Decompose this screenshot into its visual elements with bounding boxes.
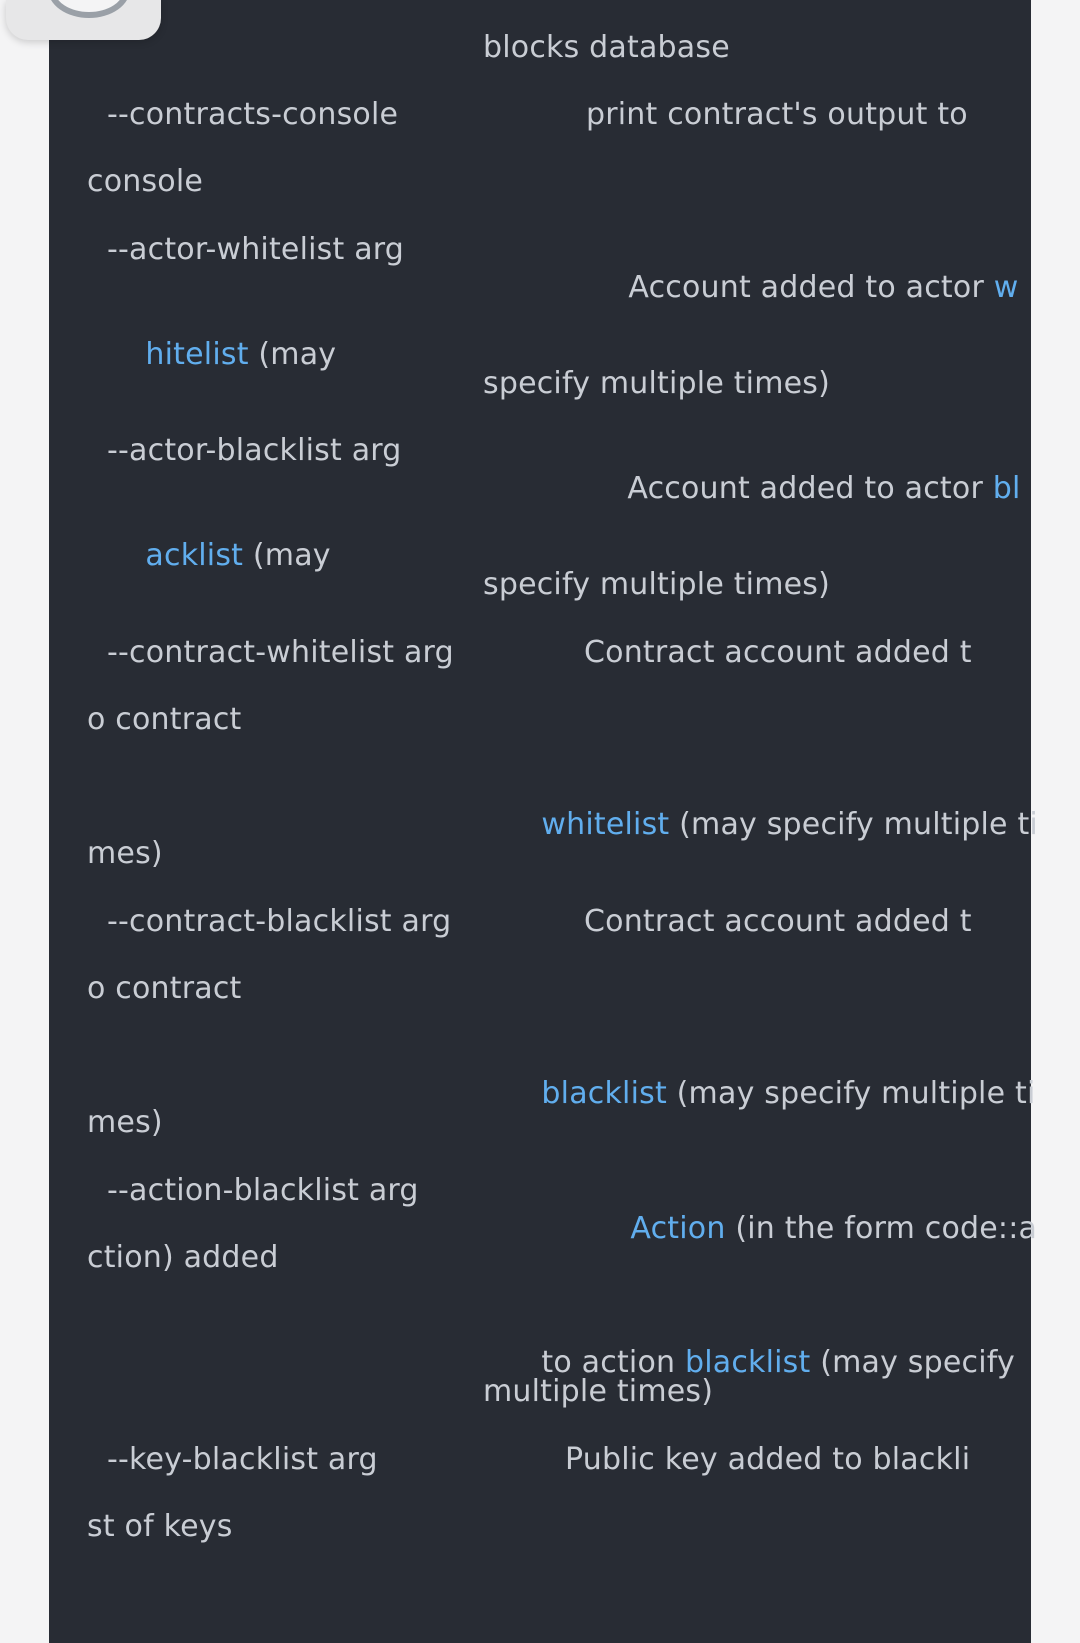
help-text-segment: to action: [541, 1345, 685, 1380]
option-name: --actor-blacklist arg: [107, 433, 402, 468]
option-name: --action-blacklist arg: [107, 1173, 419, 1208]
blacklist-link[interactable]: blacklist: [541, 1076, 667, 1111]
whitelist-link[interactable]: hitelist: [145, 337, 249, 372]
help-text-line: [569, 432, 1021, 546]
help-text-line: multiple times): [483, 1374, 714, 1409]
help-text-line: o contract: [87, 971, 242, 1006]
blacklist-link[interactable]: bl: [992, 471, 1021, 506]
blacklist-link[interactable]: acklist: [145, 538, 244, 573]
help-text-line: [483, 1037, 1035, 1151]
whitelist-link[interactable]: w: [993, 270, 1019, 305]
help-text-segment: (in the form code::a: [725, 1211, 1038, 1246]
option-name: --contracts-console: [107, 97, 399, 132]
whitelist-link[interactable]: whitelist: [541, 807, 670, 842]
option-name: --key-blacklist arg: [107, 1442, 378, 1477]
help-text-line: specify multiple times): [483, 567, 831, 602]
help-text-line: Contract account added t: [584, 904, 972, 939]
code-block: [49, 0, 1038, 1643]
help-text-segment: (may specify: [810, 1345, 1015, 1380]
help-text-line: [483, 768, 1038, 882]
floating-button[interactable]: [6, 0, 161, 40]
help-text-line: mes): [87, 1105, 163, 1140]
help-text-line: [570, 231, 1018, 345]
action-link[interactable]: Action: [630, 1211, 726, 1246]
help-text-line: [572, 1172, 1037, 1286]
help-text-segment: (may: [243, 538, 331, 573]
help-text-segment: (may specify multiple ti: [669, 807, 1038, 842]
help-text-line: o contract: [87, 702, 242, 737]
help-text-line: Contract account added t: [584, 635, 972, 670]
option-name: --actor-whitelist arg: [107, 232, 405, 267]
option-name: --contract-whitelist arg: [107, 635, 454, 670]
help-text-line: Public key added to blackli: [565, 1442, 971, 1477]
help-text-line: specify multiple times): [483, 366, 831, 401]
help-text-line: [87, 499, 331, 613]
help-text-line: blocks database: [483, 30, 730, 65]
help-text-line: st of keys: [87, 1509, 233, 1544]
option-name: --contract-blacklist arg: [107, 904, 452, 939]
help-text-line: mes): [87, 836, 163, 871]
help-text-segment: Account added to actor: [628, 270, 994, 305]
help-text-line: console: [87, 164, 204, 199]
blacklist-link[interactable]: blacklist: [684, 1345, 811, 1380]
help-text-segment: Account added to actor: [627, 471, 993, 506]
help-text-line: print contract's output to: [586, 97, 968, 132]
circle-icon: [48, 0, 130, 18]
help-text-segment: (may specify multiple ti: [666, 1076, 1036, 1111]
help-text-line: ction) added: [87, 1240, 279, 1275]
help-text-line: [87, 298, 336, 412]
help-text-segment: (may: [248, 337, 337, 372]
